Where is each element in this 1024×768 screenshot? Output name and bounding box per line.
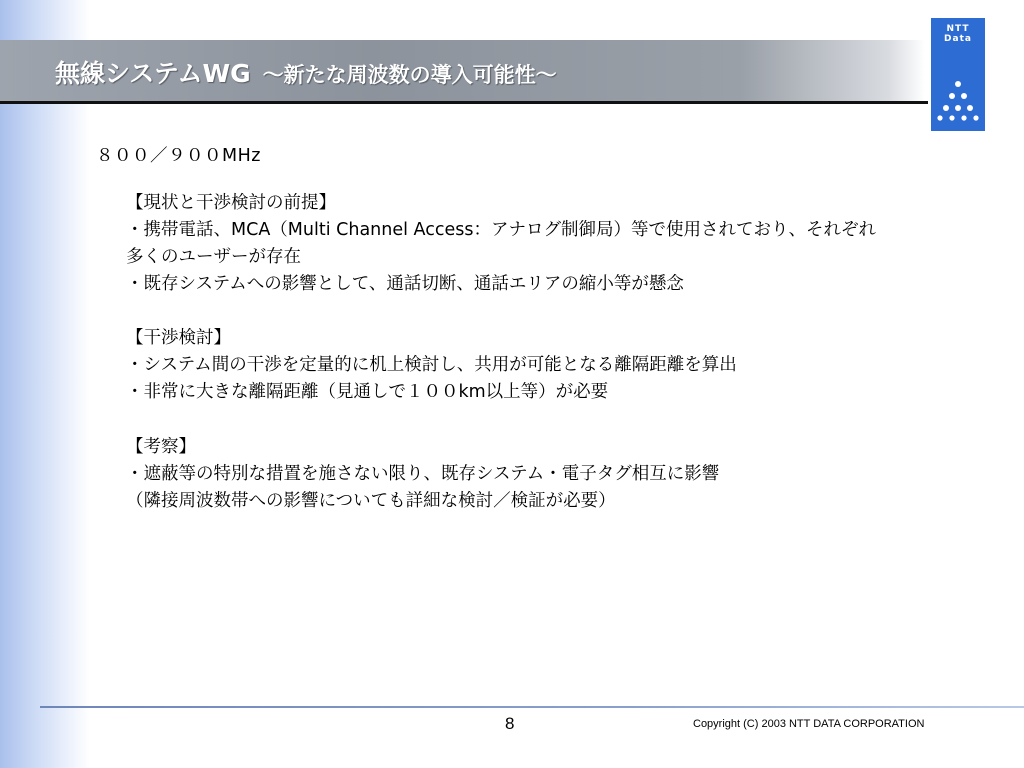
slide-title-main: 無線システムWG — [55, 59, 251, 88]
section-heading: 【考察】 — [126, 437, 196, 457]
section-heading: 【干渉検討】 — [126, 328, 231, 348]
body-line: ・既存システムへの影響として、通話切断、通話エリアの縮小等が懸念 — [126, 274, 684, 294]
logo-text-line2: Data — [944, 34, 972, 44]
body-line: （隣接周波数帯への影響についても詳細な検討／検証が必要） — [126, 491, 616, 511]
body-line: ・非常に大きな離隔距離（見通しで１００km以上等）が必要 — [126, 382, 609, 402]
copyright-notice: Copyright (C) 2003 NTT DATA CORPORATION — [693, 718, 925, 730]
body-line: ・遮蔽等の特別な措置を施さない限り、既存システム・電子タグ相互に影響 — [126, 464, 720, 484]
slide-title — [55, 54, 557, 90]
title-underline — [0, 101, 928, 104]
ntt-data-logo — [931, 18, 985, 131]
logo-dots-icon — [931, 76, 985, 126]
slide-subtitle: ～新たな周波数の導入可能性～ — [262, 63, 557, 87]
section-heading: 【現状と干渉検討の前提】 — [126, 193, 336, 213]
body-line: ・携帯電話、MCA（Multi Channel Access：アナログ制御局）等で使用されており、それぞれ — [126, 220, 876, 240]
section-consideration — [126, 434, 719, 515]
body-line: ・システム間の干渉を定量的に机上検討し、共用が可能となる離隔距離を算出 — [126, 355, 737, 375]
page-number: 8 — [505, 714, 515, 733]
frequency-heading: ８００／９００MHz — [96, 146, 261, 166]
logo-text — [931, 24, 985, 44]
logo-text-line1: NTT — [946, 24, 970, 34]
section-interference-study — [126, 325, 737, 406]
footer-divider — [40, 706, 1024, 708]
section-current-status — [126, 190, 876, 298]
body-line: 多くのユーザーが存在 — [126, 247, 301, 267]
left-decorative-strip — [0, 0, 90, 768]
